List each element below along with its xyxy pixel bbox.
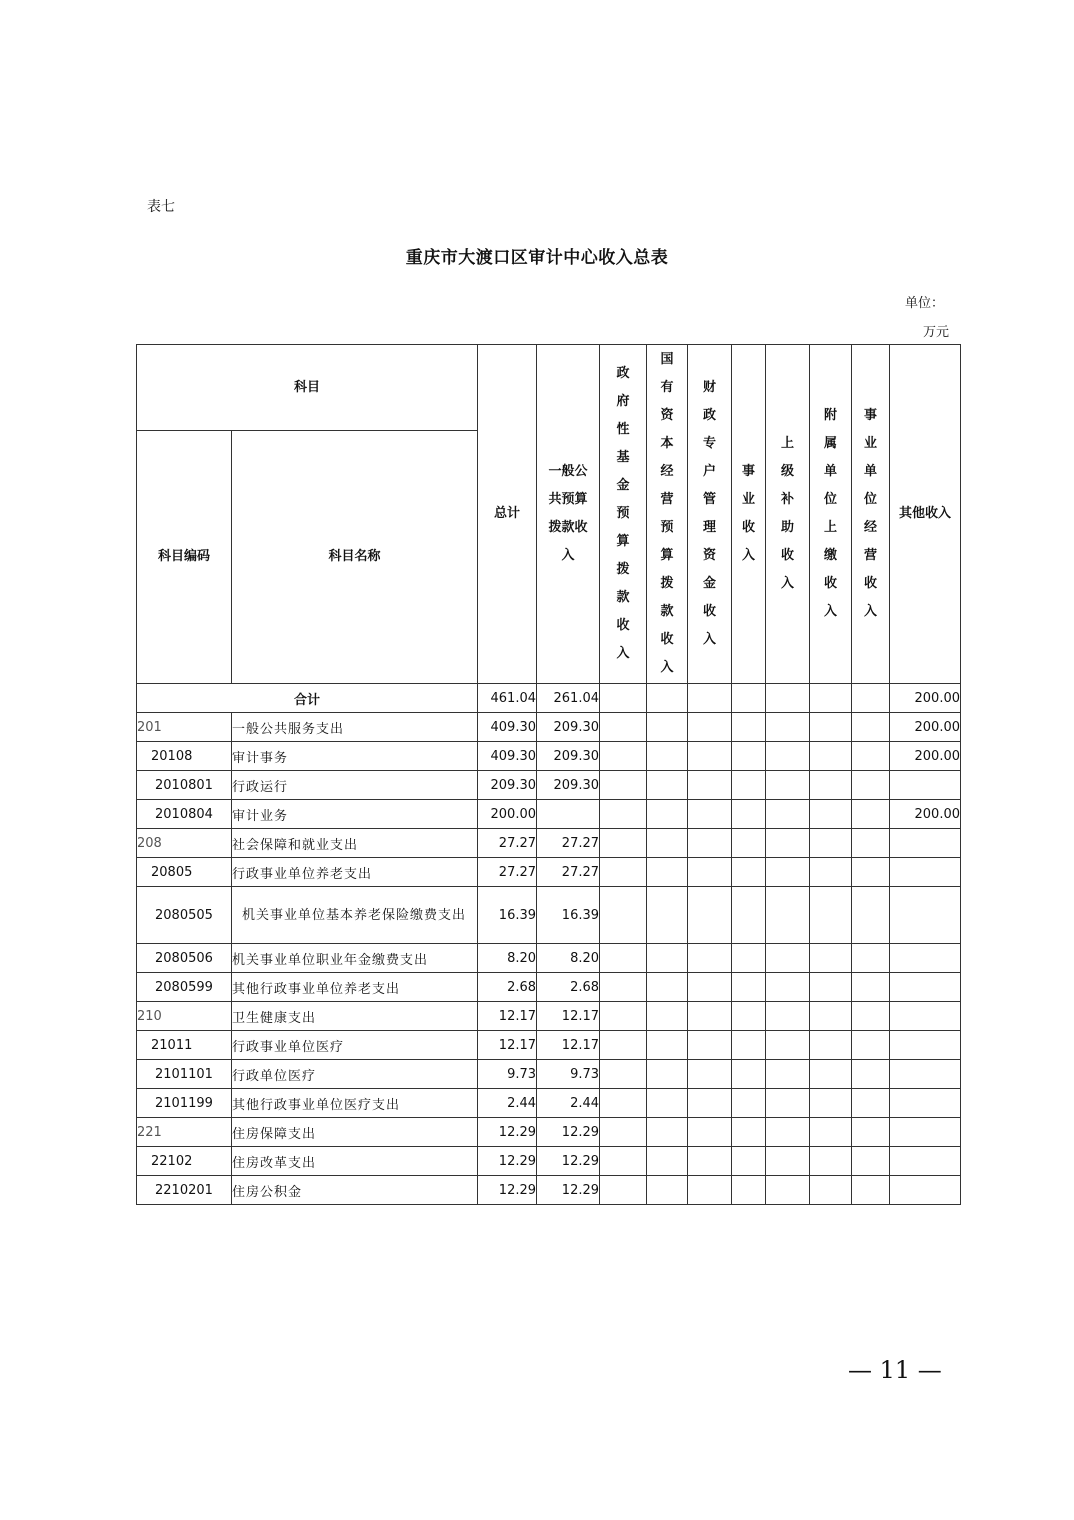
income-summary-table xyxy=(136,344,961,1205)
total-cell: 27.27 xyxy=(478,829,537,858)
table-row xyxy=(137,1118,961,1147)
header-fiscal-special: 财政专户管理资金收入 xyxy=(688,345,732,684)
header-general-budget: 一般公共预算拨款收入 xyxy=(537,345,600,684)
code-cell: 2210201 xyxy=(137,1176,232,1205)
total-cell: 409.30 xyxy=(478,713,537,742)
header-affiliated-income: 附属单位上缴收入 xyxy=(810,345,852,684)
total-cell: 8.20 xyxy=(478,944,537,973)
table-row xyxy=(137,1002,961,1031)
code-cell: 2101101 xyxy=(137,1060,232,1089)
total-cell: 12.17 xyxy=(478,1002,537,1031)
general-budget-cell: 12.29 xyxy=(537,1147,600,1176)
header-subject: 科目 xyxy=(137,345,478,431)
general-budget-cell: 16.39 xyxy=(537,887,600,944)
name-cell: 其他行政事业单位医疗支出 xyxy=(232,1089,478,1118)
header-other-income: 其他收入 xyxy=(890,345,961,684)
other-income-cell xyxy=(890,829,961,858)
total-cell: 2.68 xyxy=(478,973,537,1002)
other-income-cell xyxy=(890,944,961,973)
code-cell: 2080506 xyxy=(137,944,232,973)
table-label: 表七 xyxy=(147,199,175,215)
header-gov-fund: 政府性基金预算拨款收入 xyxy=(600,345,647,684)
total-cell: 12.17 xyxy=(478,1031,537,1060)
name-cell: 机关事业单位职业年金缴费支出 xyxy=(232,944,478,973)
header-name: 科目名称 xyxy=(232,431,478,684)
general-budget-cell: 209.30 xyxy=(537,771,600,800)
table-row xyxy=(137,713,961,742)
general-budget-cell: 27.27 xyxy=(537,829,600,858)
table-row xyxy=(137,887,961,944)
name-cell: 行政事业单位养老支出 xyxy=(232,858,478,887)
header-operating-income: 事业单位经营收入 xyxy=(852,345,890,684)
general-budget-cell: 12.29 xyxy=(537,1118,600,1147)
table-row xyxy=(137,1031,961,1060)
header-code: 科目编码 xyxy=(137,431,232,684)
header-total: 总计 xyxy=(478,345,537,684)
name-cell: 住房公积金 xyxy=(232,1176,478,1205)
other-income-cell xyxy=(890,1089,961,1118)
name-cell: 行政事业单位医疗 xyxy=(232,1031,478,1060)
total-cell: 16.39 xyxy=(478,887,537,944)
table-row xyxy=(137,1089,961,1118)
general-budget-cell: 9.73 xyxy=(537,1060,600,1089)
page-title: 重庆市大渡口区审计中心收入总表 xyxy=(405,248,669,268)
total-cell: 12.29 xyxy=(478,1176,537,1205)
general-budget-cell: 2.44 xyxy=(537,1089,600,1118)
other-income-cell xyxy=(890,1060,961,1089)
code-cell: 20108 xyxy=(137,742,232,771)
general-budget-cell: 209.30 xyxy=(537,713,600,742)
general-budget-cell: 261.04 xyxy=(537,684,600,713)
total-cell: 461.04 xyxy=(478,684,537,713)
total-cell: 27.27 xyxy=(478,858,537,887)
table-row xyxy=(137,944,961,973)
other-income-cell xyxy=(890,1147,961,1176)
table-row xyxy=(137,829,961,858)
total-cell: 9.73 xyxy=(478,1060,537,1089)
other-income-cell: 200.00 xyxy=(890,800,961,829)
code-cell: 21011 xyxy=(137,1031,232,1060)
other-income-cell xyxy=(890,1176,961,1205)
general-budget-cell: 12.29 xyxy=(537,1176,600,1205)
other-income-cell xyxy=(890,1118,961,1147)
name-cell: 审计事务 xyxy=(232,742,478,771)
name-cell: 行政运行 xyxy=(232,771,478,800)
total-cell: 12.29 xyxy=(478,1118,537,1147)
code-cell: 201 xyxy=(137,713,232,742)
total-row xyxy=(137,684,961,713)
total-cell: 409.30 xyxy=(478,742,537,771)
code-cell: 22102 xyxy=(137,1147,232,1176)
total-cell: 200.00 xyxy=(478,800,537,829)
name-cell: 卫生健康支出 xyxy=(232,1002,478,1031)
header-business-income: 事业收入 xyxy=(732,345,766,684)
total-cell: 2.44 xyxy=(478,1089,537,1118)
code-cell: 2080599 xyxy=(137,973,232,1002)
header-state-capital: 国有资本经营预算拨款收入 xyxy=(647,345,688,684)
other-income-cell xyxy=(890,771,961,800)
code-cell: 2101199 xyxy=(137,1089,232,1118)
other-income-cell xyxy=(890,1031,961,1060)
table-row xyxy=(137,1060,961,1089)
other-income-cell: 200.00 xyxy=(890,742,961,771)
code-cell: 20805 xyxy=(137,858,232,887)
general-budget-cell: 209.30 xyxy=(537,742,600,771)
name-cell: 机关事业单位基本养老保险缴费支出 xyxy=(232,887,478,944)
other-income-cell xyxy=(890,887,961,944)
table-row xyxy=(137,800,961,829)
code-cell: 2080505 xyxy=(137,887,232,944)
code-cell: 2010804 xyxy=(137,800,232,829)
table-row xyxy=(137,1176,961,1205)
general-budget-cell: 27.27 xyxy=(537,858,600,887)
unit-value: 万元 xyxy=(922,325,949,340)
total-cell: 12.29 xyxy=(478,1147,537,1176)
other-income-cell: 200.00 xyxy=(890,684,961,713)
table-row xyxy=(137,1147,961,1176)
header-superior-subsidy: 上级补助收入 xyxy=(766,345,810,684)
name-cell: 审计业务 xyxy=(232,800,478,829)
table-row xyxy=(137,858,961,887)
table-row xyxy=(137,973,961,1002)
total-label: 合计 xyxy=(137,684,478,713)
code-cell: 210 xyxy=(137,1002,232,1031)
general-budget-cell: 12.17 xyxy=(537,1002,600,1031)
general-budget-cell xyxy=(537,800,600,829)
general-budget-cell: 12.17 xyxy=(537,1031,600,1060)
other-income-cell xyxy=(890,973,961,1002)
code-cell: 2010801 xyxy=(137,771,232,800)
name-cell: 行政单位医疗 xyxy=(232,1060,478,1089)
name-cell: 一般公共服务支出 xyxy=(232,713,478,742)
unit-label: 单位： xyxy=(904,296,944,311)
other-income-cell xyxy=(890,1002,961,1031)
other-income-cell: 200.00 xyxy=(890,713,961,742)
name-cell: 社会保障和就业支出 xyxy=(232,829,478,858)
name-cell: 住房保障支出 xyxy=(232,1118,478,1147)
total-cell: 209.30 xyxy=(478,771,537,800)
code-cell: 208 xyxy=(137,829,232,858)
table-row xyxy=(137,771,961,800)
page-number: — 11 — xyxy=(848,1356,942,1384)
general-budget-cell: 8.20 xyxy=(537,944,600,973)
code-cell: 221 xyxy=(137,1118,232,1147)
name-cell: 住房改革支出 xyxy=(232,1147,478,1176)
other-income-cell xyxy=(890,858,961,887)
general-budget-cell: 2.68 xyxy=(537,973,600,1002)
table-row xyxy=(137,742,961,771)
name-cell: 其他行政事业单位养老支出 xyxy=(232,973,478,1002)
